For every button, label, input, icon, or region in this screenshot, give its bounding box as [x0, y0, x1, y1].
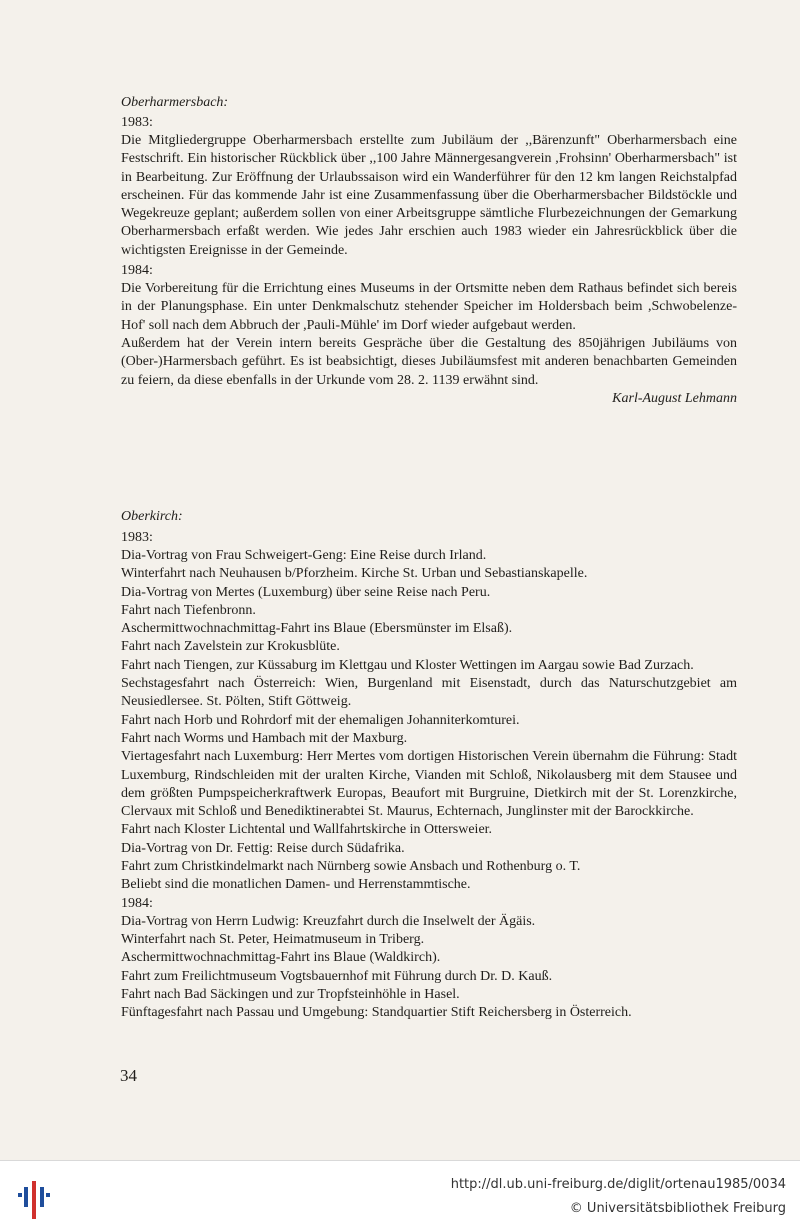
list-item: Winterfahrt nach Neuhausen b/Pforzheim. Kirche St. Urban und Sebastianskapelle. — [121, 566, 588, 582]
author-signature: Karl-August Lehmann — [612, 390, 737, 406]
list-item: Dia-Vortrag von Herrn Ludwig: Kreuzfahrt durch die Inselwelt der Ägäis. — [121, 913, 536, 929]
list-item: Fünftagesfahrt nach Passau und Umgebung: Standquartier Stift Reichersberg in Österreich. — [121, 1005, 632, 1021]
year-label: 1984: — [121, 263, 153, 279]
year-label: 1983: — [121, 115, 153, 130]
activity-list-1983 — [121, 547, 737, 895]
list-item: Dia-Vortrag von Dr. Fettig: Reise durch Südafrika. — [121, 840, 405, 856]
section-oberkirch — [121, 508, 737, 1022]
list-item: Fahrt nach Tiefenbronn. — [121, 602, 256, 618]
activity-list-1984 — [121, 913, 737, 1023]
footer-bar — [0, 1160, 800, 1227]
list-item: Aschermittwochnachmittag-Fahrt ins Blaue (Ebersmünster im Elsaß). — [121, 621, 513, 637]
paragraph: Außerdem hat der Verein intern bereits Gespräche über die Gestaltung des 850jährigen Jubiläums von (Ober-)Harmersbach geführt. Es ist beabsichtigt, dieses Jubiläumsfest mit anderen benachbarten Gemeinden zu feiern, da diese ebenfalls in der Urkunde vom 28. 2. 1139 erwähnt sind. — [121, 335, 737, 388]
list-item: Dia-Vortrag von Frau Schweigert-Geng: Eine Reise durch Irland. — [121, 548, 487, 563]
year-label: 1983: — [121, 530, 153, 545]
section-heading: Oberkirch: — [121, 509, 183, 524]
list-item: Beliebt sind die monatlichen Damen- und Herrenstammtische. — [121, 877, 471, 893]
section-oberharmersbach — [121, 94, 737, 408]
list-item: Aschermittwochnachmittag-Fahrt ins Blaue (Waldkirch). — [121, 950, 441, 966]
list-item: Fahrt nach Kloster Lichtental und Wallfahrtskirche in Ottersweier. — [121, 822, 493, 838]
copyright-notice: © Universitätsbibliothek Freiburg — [569, 1201, 786, 1216]
page-number: 34 — [120, 1066, 137, 1085]
section-heading: Oberharmersbach: — [121, 95, 229, 110]
year-label: 1984: — [121, 895, 153, 911]
list-item: Fahrt zum Freilichtmuseum Vogtsbauernhof mit Führung durch Dr. D. Kauß. — [121, 968, 553, 984]
list-item: Dia-Vortrag von Mertes (Luxemburg) über seine Reise nach Peru. — [121, 584, 491, 600]
list-item: Sechstagesfahrt nach Österreich: Wien, Burgenland mit Eisenstadt, durch das Naturschutzgebiet am Neusiedlersee. St. Pölten, Stift Göttweig. — [121, 676, 737, 710]
ub-freiburg-logo-icon — [14, 1179, 54, 1219]
paragraph: Die Vorbereitung für die Errichtung eines Museums in der Ortsmitte neben dem Rathaus befindet sich bereis in der Planungsphase. Ein unter Denkmalschutz stehender Speicher im Holdersbach beim ,Schwobelenze-Hof' soll nach dem Abbruch der ,Pauli-Mühle' im Dorf wieder aufgebaut werden. — [121, 281, 737, 333]
list-item: Fahrt nach Worms und Hambach mit der Maxburg. — [121, 730, 408, 746]
source-url[interactable]: http://dl.ub.uni-freiburg.de/diglit/ortenau1985/0034 — [450, 1177, 786, 1192]
paragraph: Die Mitgliedergruppe Oberharmersbach erstellte zum Jubiläum der ,,Bärenzunft" Oberharmersbach eine Festschrift. Ein historischer Rückblick über ,,100 Jahre Männergesangverein ,Frohsinn' Oberharmersbach" ist in Bearbeitung. Zur Eröffnung der Urlaubssaison wird ein Wanderführer für den 12 km langen Reichstalpfad erscheinen. Für das kommende Jahr ist eine Zusammenfassung über die Oberharmersbacher Bildstöckle und Wegekreuze geplant; außerdem sollen von einer Arbeitsgruppe sämtliche Flurbezeichnungen der Gemarkung Oberharmersbach erfaßt werden. Wie jedes Jahr erschien auch 1983 wieder ein Jahresrückblick über die wichtigsten Ereignisse in der Gemeinde. — [121, 133, 737, 258]
list-item: Fahrt zum Christkindelmarkt nach Nürnberg sowie Ansbach und Rothenburg o. T. — [121, 859, 581, 875]
list-item: Viertagesfahrt nach Luxemburg: Herr Mertes vom dortigen Historischen Verein übernahm die Führung: Stadt Luxemburg, Rindschleiden mit der uralten Kirche, Vianden mit Schloß, Nikolausberg mit dem Stausee und dem größten Pumpspeicherkraftwerk Europas, Beaufort mit Burgruine, Dietkirch mit der St. Lorenzkirche, Clervaux mit Schloß und Benediktinerabtei St. Maurus, Echternach, Junglinster mit der Barockkirche. — [121, 749, 737, 820]
list-item: Fahrt nach Tiengen, zur Küssaburg im Klettgau und Kloster Wettingen im Aargau sowie Bad Zurzach. — [121, 657, 694, 673]
list-item: Fahrt nach Horb und Rohrdorf mit der ehemaligen Johanniterkomturei. — [121, 712, 520, 728]
list-item: Fahrt nach Bad Säckingen und zur Tropfsteinhöhle in Hasel. — [121, 986, 460, 1002]
list-item: Winterfahrt nach St. Peter, Heimatmuseum in Triberg. — [121, 931, 425, 947]
list-item: Fahrt nach Zavelstein zur Krokusblüte. — [121, 639, 340, 655]
